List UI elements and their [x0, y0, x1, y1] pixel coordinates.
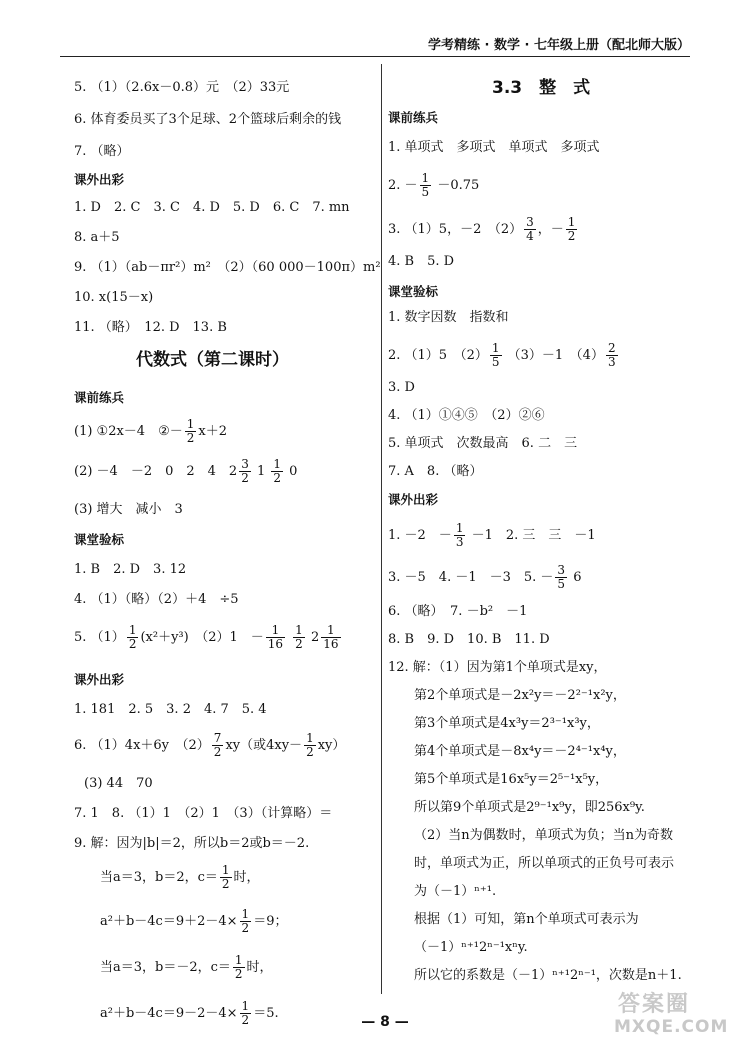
answer-line: 11. （略） 12. D 13. B — [74, 320, 227, 335]
answer-line: 时，单项式为正，所以单项式的正负号可表示 — [414, 856, 675, 871]
section-heading: 课外出彩 — [74, 172, 125, 187]
answer-line: 5. （1） $\frac{1}{2}$ (x²＋y³) （2）1 － $\frac{1}{16}$ $\frac{1}{2}$ 2 $\frac{1}{16}$ — [74, 623, 339, 651]
section-heading: 课外出彩 — [74, 672, 125, 687]
fraction: $\frac{7}{2}$ — [213, 731, 222, 759]
fraction: $\frac{1}{2}$ — [128, 623, 137, 651]
fraction: $\frac{1}{2}$ — [295, 623, 303, 651]
answer-line: （－1）ⁿ⁺¹2ⁿ⁻¹xⁿy. — [414, 940, 528, 955]
answer-line: 9. 解：因为|b|＝2，所以b＝2或b＝－2. — [74, 836, 310, 851]
fraction: $\frac{1}{3}$ — [455, 521, 464, 549]
section-heading: 课前练兵 — [388, 110, 439, 125]
section-heading: 课外出彩 — [388, 492, 439, 507]
answer-line: 第5个单项式是16x⁵y＝2⁵⁻¹x⁵y， — [414, 772, 609, 787]
watermark-url: MXQE.COM — [614, 1017, 729, 1037]
answer-line: 9. （1）（ab－πr²）m² （2）（60 000－100π）m² — [74, 260, 381, 275]
fraction: $\frac{1}{16}$ — [323, 623, 339, 651]
fraction: $\frac{3}{5}$ — [557, 563, 566, 591]
answer-line: 12. 解：（1）因为第1个单项式是xy， — [388, 660, 607, 675]
answer-line: 1. 单项式 多项式 单项式 多项式 — [388, 140, 600, 155]
fraction: $\frac{3}{4}$ — [526, 215, 534, 243]
answer-line: 7. （略） — [74, 144, 130, 159]
answer-line: 当a＝3，b＝2，c＝ $\frac{1}{2}$ 时， — [100, 863, 260, 891]
watermark-text: 答案圈 — [618, 992, 691, 1017]
answer-line: 6. （略） 7. －b² －1 — [388, 604, 528, 619]
section-heading: 课前练兵 — [74, 390, 125, 405]
fraction: $\frac{1}{2}$ — [567, 215, 576, 243]
section-heading: 课堂验标 — [74, 532, 125, 547]
answer-line: 第4个单项式是－8x⁴y＝－2⁴⁻¹x⁴y， — [414, 744, 626, 759]
answer-line: 根据（1）可知，第n个单项式可表示为 — [414, 912, 639, 927]
watermark-logo — [610, 985, 735, 1045]
answer-line: a²＋b－4c＝9＋2－4× $\frac{1}{2}$ ＝9； — [100, 907, 288, 935]
answer-line: 6. 体育委员买了3个足球、2个篮球后剩余的钱 — [74, 112, 342, 127]
fraction: $\frac{3}{2}$ — [241, 457, 249, 485]
answer-line: 3. D — [388, 380, 415, 395]
answer-line: 为（－1）ⁿ⁺¹. — [414, 884, 497, 899]
answer-line: 7. 1 8. （1）1 （2）1 （3）（计算略）＝ — [74, 806, 333, 821]
answer-line: 10. x(15－x) — [74, 290, 154, 305]
fraction: $\frac{2}{3}$ — [607, 341, 616, 369]
answer-line: 1. 181 2. 5 3. 2 4. 7 5. 4 — [74, 702, 267, 717]
answer-line: a²＋b－4c＝9－2－4× $\frac{1}{2}$ ＝5. — [100, 999, 279, 1027]
answer-line: （2）当n为偶数时，单项式为负；当n为奇数 — [414, 828, 674, 843]
page-number: — 8 — — [361, 1014, 409, 1030]
answer-line: (2) －4 －2 0 2 4 2 $\frac{3}{2}$ 1 $\frac{1}{2}$ 0 — [74, 457, 298, 485]
answer-line: 1. D 2. C 3. C 4. D 5. D 6. C 7. mn — [74, 200, 350, 215]
answer-line: 8. B 9. D 10. B 11. D — [388, 632, 550, 647]
answer-line: 1. B 2. D 3. 12 — [74, 562, 187, 577]
answer-line: 当a＝3，b＝－2，c＝ $\frac{1}{2}$ 时， — [100, 953, 273, 981]
answer-line: 第2个单项式是－2x²y＝－2²⁻¹x²y， — [414, 688, 626, 703]
fraction: $\frac{1}{5}$ — [491, 341, 500, 369]
answer-line: (3) 44 70 — [84, 776, 153, 791]
answer-line: 8. a＋5 — [74, 230, 120, 245]
answer-line: 所以它的系数是（－1）ⁿ⁺¹2ⁿ⁻¹，次数是n＋1. — [414, 968, 682, 983]
answer-line: 5. （1）（2.6x－0.8）元 （2）33元 — [74, 80, 290, 95]
fraction: $\frac{1}{2}$ — [241, 999, 250, 1027]
answer-line: 3. （1）5，－2 （2） $\frac{3}{4}$ ，－ $\frac{1}{2}$ — [388, 215, 576, 243]
answer-line: 5. 单项式 次数最高 6. 二 三 — [388, 436, 578, 451]
section-heading: 课堂验标 — [388, 284, 439, 299]
answer-line: 3. －5 4. －1 －3 5. － $\frac{3}{5}$ 6 — [388, 563, 582, 591]
answer-line: 1. 数字因数 指数和 — [388, 310, 509, 325]
answer-line: 4. （1）（略）（2）＋4 ÷5 — [74, 592, 239, 607]
answer-line: 7. A 8. （略） — [388, 464, 483, 479]
answer-line: 4. B 5. D — [388, 254, 455, 269]
column-divider — [381, 64, 382, 994]
answer-line: (1) ①2x－4 ②－ $\frac{1}{2}$ x＋2 — [74, 417, 227, 445]
answer-line: 2. － $\frac{1}{5}$ －0.75 — [388, 171, 480, 199]
fraction: $\frac{1}{2}$ — [273, 457, 282, 485]
answer-line: 第3个单项式是4x³y＝2³⁻¹x³y， — [414, 716, 600, 731]
section-title: 代数式（第二课时） — [136, 350, 289, 370]
fraction: $\frac{1}{16}$ — [267, 623, 284, 651]
answer-line: 6. （1）4x＋6y （2） $\frac{7}{2}$ xy（或4xy－ $\frac{1}{2}$ xy） — [74, 731, 346, 759]
page-header — [60, 36, 690, 57]
fraction: $\frac{1}{2}$ — [306, 731, 314, 759]
fraction: $\frac{1}{2}$ — [234, 953, 243, 981]
header-title: 学考精练 · 数学 · 七年级上册（配北师大版） — [428, 38, 690, 53]
fraction: $\frac{1}{2}$ — [221, 863, 230, 891]
answer-line: 4. （1）①④⑤ （2）②⑥ — [388, 408, 545, 423]
fraction: $\frac{1}{2}$ — [241, 907, 250, 935]
answer-line: 1. －2 － $\frac{1}{3}$ －1 2. 三 三 －1 — [388, 521, 596, 549]
fraction: $\frac{1}{2}$ — [186, 417, 195, 445]
fraction: $\frac{1}{5}$ — [421, 171, 430, 199]
answer-line: (3) 增大 减小 3 — [74, 502, 183, 517]
section-title: 3.3 整 式 — [492, 78, 591, 98]
answer-line: 所以第9个单项式是2⁹⁻¹x⁹y，即256x⁹y. — [414, 800, 645, 815]
answer-line: 2. （1）5 （2） $\frac{1}{5}$ （3）－1 （4） $\frac{2}{3}$ — [388, 341, 616, 369]
